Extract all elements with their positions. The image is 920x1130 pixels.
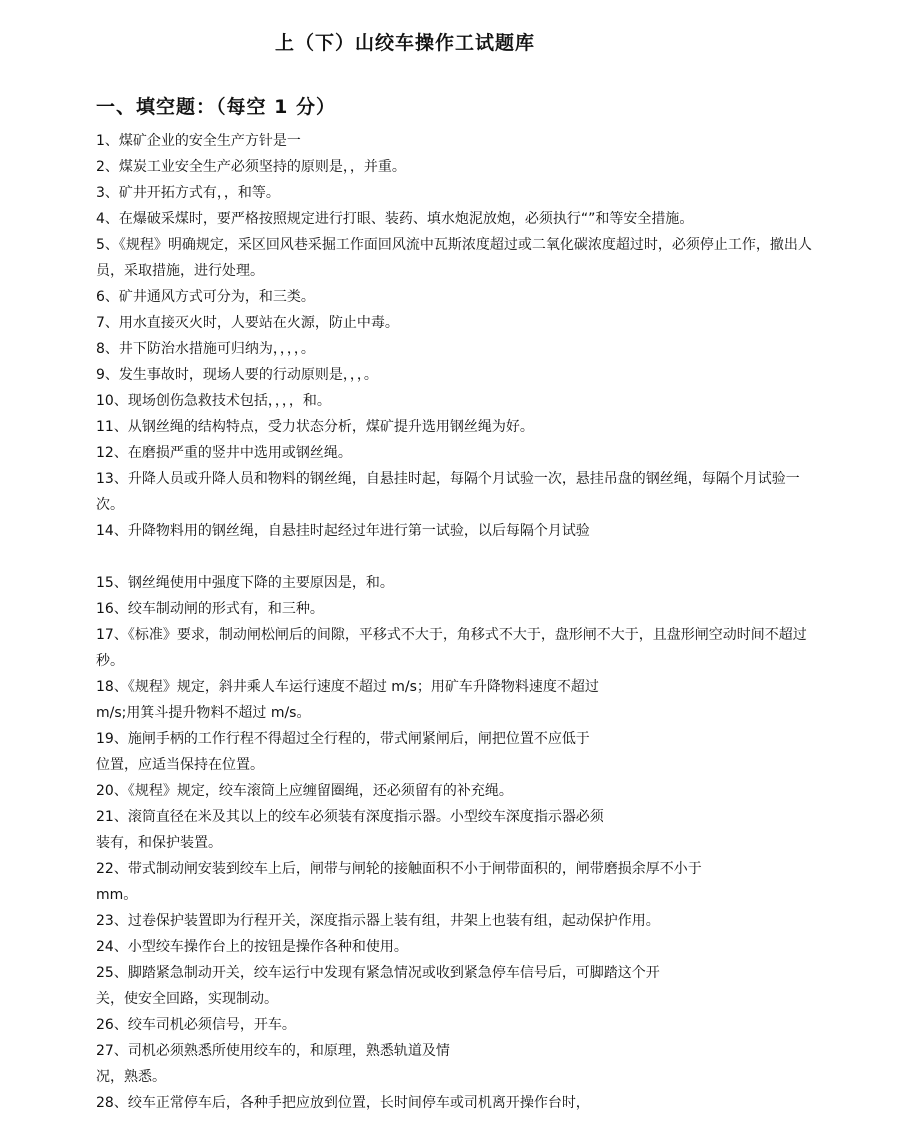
question-item: 13、升降人员或升降人员和物料的钢丝绳，自悬挂时起，每隔个月试验一次，悬挂吊盘的钢丝绳，每隔个月试验一次。	[96, 471, 800, 513]
question-item: 4、在爆破采煤时，要严格按照规定进行打眼、装药、填水炮泥放炮，必须执行“”和等安全措施。	[96, 211, 694, 227]
question-item: 11、从钢丝绳的结构特点，受力状态分析，煤矿提升选用钢丝绳为好。	[96, 419, 534, 435]
question-item: 1、煤矿企业的安全生产方针是一	[96, 133, 301, 149]
question-item: 9、发生事故时，现场人要的行动原则是，，，。	[96, 367, 378, 383]
document-title: 上（下）山绞车操作工试题库	[274, 32, 535, 54]
question-item: 5、《规程》明确规定，采区回风巷采掘工作面回风流中瓦斯浓度超过或二氧化碳浓度超过时，必须停止工作，撤出人员，采取措施，进行处理。	[96, 237, 812, 279]
question-item-continued: 位置，应适当保持在位置。	[96, 757, 264, 773]
question-item: 28、绞车正常停车后，各种手把应放到位置，长时间停车或司机离开操作台时，	[96, 1095, 590, 1111]
question-item-continued: 况，熟悉。	[96, 1069, 166, 1085]
question-item-continued: 装有，和保护装置。	[96, 835, 222, 851]
question-item: 7、用水直接灭火时，人要站在火源，防止中毒。	[96, 315, 399, 331]
question-item: 15、钢丝绳使用中强度下降的主要原因是，和。	[96, 575, 394, 591]
question-list	[96, 128, 816, 1116]
question-item: 12、在磨损严重的竖井中选用或钢丝绳。	[96, 445, 352, 461]
question-item-continued: mm。	[96, 887, 138, 903]
question-item: 18、《规程》规定，斜井乘人车运行速度不超过 m/s；用矿车升降物料速度不超过	[96, 679, 599, 695]
question-item-continued: 关，使安全回路，实现制动。	[96, 991, 278, 1007]
question-item-continued: m/s;用箕斗提升物料不超过 m/s。	[96, 705, 311, 721]
question-item: 22、带式制动闸安装到绞车上后，闸带与闸轮的接触面积不小于闸带面积的，闸带磨损余厚不小于	[96, 861, 702, 877]
question-item: 6、矿井通风方式可分为，和三类。	[96, 289, 315, 305]
question-item: 8、井下防治水措施可归纳为，，，，。	[96, 341, 315, 357]
question-item: 10、现场创伤急救技术包括，，，，和。	[96, 393, 331, 409]
question-item: 21、滚筒直径在米及其以上的绞车必须装有深度指示器。小型绞车深度指示器必须	[96, 809, 604, 825]
question-item: 23、过卷保护装置即为行程开关，深度指示器上装有组，井架上也装有组，起动保护作用。	[96, 913, 660, 929]
blank-gap	[96, 544, 816, 570]
question-item: 25、脚踏紧急制动开关，绞车运行中发现有紧急情况或收到紧急停车信号后，可脚踏这个开	[96, 965, 660, 981]
question-item: 19、施闸手柄的工作行程不得超过全行程的，带式闸紧闸后，闸把位置不应低于	[96, 731, 590, 747]
question-item: 26、绞车司机必须信号，开车。	[96, 1017, 296, 1033]
section-heading-fill-in-blanks: 一、填空题：（每空 1 分）	[96, 96, 336, 118]
question-item: 27、司机必须熟悉所使用绞车的，和原理，熟悉轨道及情	[96, 1043, 450, 1059]
question-item: 24、小型绞车操作台上的按钮是操作各种和使用。	[96, 939, 408, 955]
question-item: 16、绞车制动闸的形式有，和三种。	[96, 601, 324, 617]
question-item: 14、升降物料用的钢丝绳，自悬挂时起经过年进行第一试验，以后每隔个月试验	[96, 523, 590, 539]
question-item: 2、煤炭工业安全生产必须坚持的原则是，，并重。	[96, 159, 406, 175]
question-item: 17、《标准》要求，制动闸松闸后的间隙，平移式不大于，角移式不大于，盘形闸不大于，且盘形闸空动时间不超过秒。	[96, 627, 807, 669]
question-item: 3、矿井开拓方式有，，和等。	[96, 185, 280, 201]
question-item: 20、《规程》规定，绞车滚筒上应缠留圈绳，还必须留有的补充绳。	[96, 783, 513, 799]
